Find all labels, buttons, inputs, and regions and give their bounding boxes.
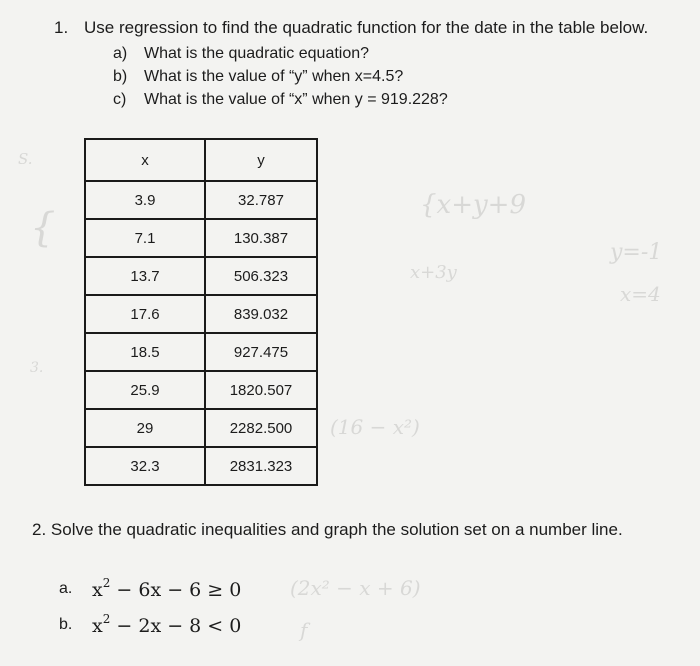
bleed-through-10: f — [300, 618, 308, 642]
question1-prompt: Use regression to find the quadratic function for the date in the table below. — [84, 18, 649, 37]
inequality-expression — [92, 576, 241, 601]
item-label: b. — [59, 616, 73, 633]
part-label: b) — [113, 68, 128, 85]
table-header-row — [85, 139, 317, 181]
cell-y: 2282.500 — [205, 409, 317, 447]
cell-x: 29 — [85, 409, 205, 447]
cell-x: 7.1 — [85, 219, 205, 257]
bleed-through-3: { — [30, 205, 56, 251]
table-row — [85, 333, 317, 371]
bleed-through-2: {x+y+9 — [420, 190, 527, 220]
cell-x: 3.9 — [85, 181, 205, 219]
question2-prompt: 2. Solve the quadratic inequalities and graph the solution set on a number line. — [32, 520, 623, 539]
cell-y: 2831.323 — [205, 447, 317, 485]
bleed-through-8: (16 − x²) — [330, 415, 420, 439]
cell-y: 1820.507 — [205, 371, 317, 409]
cell-y: 839.032 — [205, 295, 317, 333]
table-row — [85, 447, 317, 485]
part-label: c) — [113, 91, 127, 108]
cell-y: 130.387 — [205, 219, 317, 257]
table-row — [85, 295, 317, 333]
table-row — [85, 257, 317, 295]
column-header-y: y — [205, 139, 317, 181]
cell-y: 32.787 — [205, 181, 317, 219]
cell-x: 25.9 — [85, 371, 205, 409]
data-table — [84, 138, 318, 486]
bleed-through-5: x=4 — [620, 282, 661, 306]
expression-rest: − 2x − 8 < 0 — [110, 615, 242, 637]
bleed-through-6: x+3y — [410, 262, 457, 283]
item-label: a. — [59, 580, 73, 597]
bleed-through-4: y=-1 — [610, 240, 663, 265]
exponent: 2 — [102, 576, 111, 590]
column-header-x: x — [85, 139, 205, 181]
cell-x: 17.6 — [85, 295, 205, 333]
part-label: a) — [113, 45, 128, 62]
bleed-through-9: (2x² − x + 6) — [290, 576, 421, 600]
cell-x: 32.3 — [85, 447, 205, 485]
exponent: 2 — [102, 612, 111, 626]
inequality-expression — [92, 612, 241, 637]
expression-rest: − 6x − 6 ≥ 0 — [110, 579, 242, 601]
table-row — [85, 219, 317, 257]
variable: x — [92, 579, 103, 601]
part-text: What is the quadratic equation? — [144, 45, 370, 62]
table-row — [85, 181, 317, 219]
question1-number: 1. — [54, 18, 69, 37]
bleed-through-1: S. — [18, 150, 33, 168]
part-text: What is the value of “x” when y = 919.228? — [144, 91, 448, 108]
bleed-through-7: 3. — [30, 360, 44, 376]
variable: x — [92, 615, 103, 637]
part-text: What is the value of “y” when x=4.5? — [144, 68, 404, 85]
table-row — [85, 371, 317, 409]
table-row — [85, 409, 317, 447]
cell-y: 927.475 — [205, 333, 317, 371]
cell-y: 506.323 — [205, 257, 317, 295]
cell-x: 18.5 — [85, 333, 205, 371]
cell-x: 13.7 — [85, 257, 205, 295]
